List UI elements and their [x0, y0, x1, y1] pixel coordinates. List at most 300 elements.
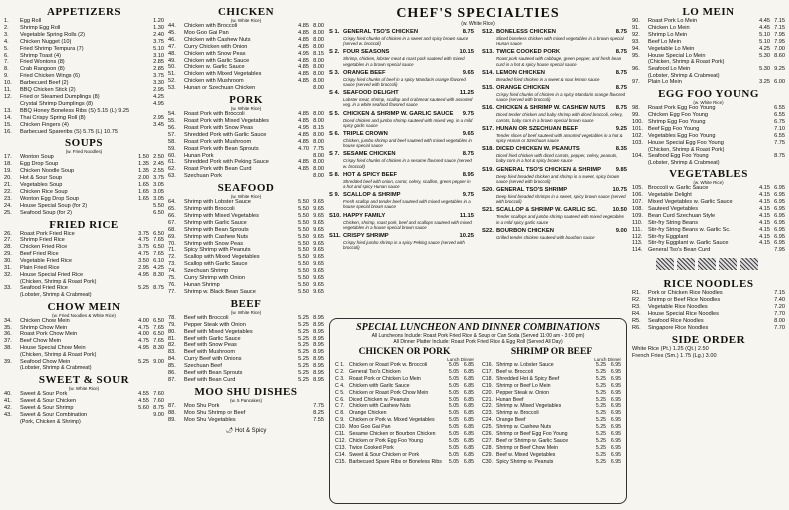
combo-number: C27. [482, 437, 493, 444]
chef-item-price: 10.25 [459, 233, 474, 240]
chef-item [329, 131, 474, 148]
chefs-specialties-title: CHEF'S SPECIALTIES [396, 6, 560, 21]
chef-item-number: S 8. [329, 171, 340, 178]
fried-rice-note1: (Chicken, Shrimp & Roast Pork) [20, 278, 97, 285]
item-price-qt: 6.50 [153, 209, 164, 216]
decorative-tiles [632, 257, 785, 275]
item-price: 7.15 [774, 290, 785, 297]
menu-item [632, 206, 785, 213]
item-price-qt: 8.75 [153, 404, 164, 411]
item-number: R3. [632, 304, 641, 311]
beef-section [168, 298, 324, 384]
menu-item [632, 297, 785, 304]
chef-item-price: 11.15 [459, 212, 474, 219]
item-name: Shrimp with Cashew Nuts [184, 233, 249, 240]
chow-mein-title: CHOW MEIN [47, 300, 121, 313]
chef-item [482, 228, 627, 240]
item-number: 89. [168, 416, 176, 423]
item-price: 8.00 [774, 317, 785, 324]
item-name: Chicken w. Garlic Sauce [184, 64, 245, 71]
chef-item-description: Fresh scallop and tender beef sauteed with mixed vegetables in a house special brown sauce [343, 199, 471, 210]
lo-mein-section [632, 6, 785, 86]
combo-number: C26. [482, 431, 493, 438]
combo-name: General Tso's Chicken [349, 368, 401, 375]
item-price-qt: 4.25 [153, 265, 164, 272]
item-price-pt: 3.25 [759, 79, 770, 86]
item-price-qt: 8.95 [313, 363, 324, 370]
item-number: 13. [4, 107, 12, 114]
item-price-pt [294, 173, 309, 180]
item-price-pt: 5.10 [759, 38, 770, 45]
chef-item [329, 233, 474, 250]
chef-item-number: S 3. [329, 69, 340, 76]
chef-item-head [482, 85, 627, 92]
menu-item [168, 315, 324, 322]
item-name: General Tso's Bean Curd [648, 247, 711, 254]
item-price-pt: 3.75 [138, 230, 149, 237]
combo-item [482, 459, 621, 466]
item-price-qt: 7.65 [153, 251, 164, 258]
menu-item [4, 331, 164, 338]
item-price-pt: 4.15 [759, 199, 770, 206]
item-price-qt: 8.95 [313, 356, 324, 363]
combo-dinner-price: 6.85 [463, 375, 474, 382]
item-number: 18. [4, 161, 12, 168]
item-number: 14. [4, 114, 12, 121]
chicken-list [168, 23, 324, 92]
combo-name: Twice Cooked Pork [349, 444, 394, 451]
combo-item [335, 459, 474, 466]
item-price-qt: 6.50 [153, 317, 164, 324]
menu-item [632, 153, 785, 160]
item-name: Shrimp w. Black Bean Sauce [184, 288, 256, 295]
item-name: Scallop with Garlic Sauce [184, 261, 248, 268]
item-price-pt: 2.00 [138, 175, 149, 182]
item-price-qt: 6.95 [774, 240, 785, 247]
item-price-qt: 9.00 [153, 411, 164, 418]
chef-item-description: Shrimp, chicken, lobster meat & roast pork sauteed with mixed vegetables in a brown special sauce [343, 56, 465, 67]
chef-item-number: S 2. [329, 49, 340, 56]
item-number: 7. [4, 59, 9, 66]
item-number: 79. [168, 321, 176, 328]
seafood-section [168, 182, 324, 296]
combo-dinner-price: 6.85 [463, 396, 474, 403]
combo-dinner-price: 6.95 [610, 431, 621, 438]
chef-item-head [329, 151, 474, 158]
item-name: Shrimp Egg Roll [20, 24, 61, 31]
combo-name: Sesame Chicken or Bourbon Chicken [349, 431, 436, 438]
side-order-title: SIDE ORDER [671, 333, 746, 346]
seafood-subtitle: (w. White Rice) [230, 194, 262, 200]
item-price: 6.55 [774, 132, 785, 139]
chef-item-head [482, 207, 627, 214]
item-price-pt: 5.50 [298, 254, 309, 261]
chef-item-number: S 5. [329, 110, 340, 117]
item-number: 72. [168, 254, 176, 261]
combo-dinner-price: 6.95 [610, 410, 621, 417]
combo-item [482, 417, 621, 424]
lo-mein-note1: (Chicken, Shrimp & Roast Pork) [648, 59, 725, 66]
combo-dinner-price: 6.85 [463, 444, 474, 451]
vegetables-title: VEGETABLES [669, 168, 748, 181]
item-price-qt: 7.75 [313, 145, 324, 152]
item-name: Szechuan Beef [184, 363, 222, 370]
chef-item [482, 105, 627, 122]
item-number: 107. [632, 199, 643, 206]
item-number: 49. [168, 57, 176, 64]
item-name: House Special Soup (for 2) [20, 202, 88, 209]
item-price-qt: 7.95 [774, 38, 785, 45]
menu-item [4, 231, 164, 238]
menu-item [632, 39, 785, 46]
combo-item [335, 369, 474, 376]
chef-item-number: S22. [482, 227, 494, 234]
item-name: Vegetable Spring Rolls (2) [20, 31, 85, 38]
menu-item [4, 94, 164, 101]
menu-item [632, 133, 785, 140]
menu-item [168, 64, 324, 71]
item-name: Beef with Garlic Sauce [184, 335, 241, 342]
item-name: Shrimp Chow Mein [20, 324, 68, 331]
item-price: 6.75 [774, 118, 785, 125]
chef-item-price: 11.25 [459, 90, 474, 97]
chefs-specialties-subtitle: (w. White Rice) [461, 21, 495, 27]
pattern-tile [719, 258, 737, 270]
combo-number: C28. [482, 444, 493, 451]
item-number: 23. [4, 195, 12, 202]
item-price-qt: 8.95 [313, 335, 324, 342]
combo-number: C14. [335, 451, 346, 458]
item-name: House Special Chow Mein [20, 345, 86, 352]
combo-lunch-price: 5.25 [595, 368, 606, 375]
item-price-pt: 4.15 [759, 240, 770, 247]
chef-item-head [329, 70, 474, 77]
menu-item [4, 32, 164, 39]
item-name: Shrimp Toast (4) [20, 52, 61, 59]
chef-item-head [329, 49, 474, 56]
chef-item-number: S13. [482, 49, 494, 56]
combo-number: C 5. [335, 389, 345, 396]
item-number: 76. [168, 282, 176, 288]
item-name: House Special Lo Mein [648, 52, 706, 59]
item-price-qt: 8.00 [313, 152, 324, 159]
item-name: Beef with Broccoli [184, 314, 229, 321]
item-name: Roast Pork with Mushroom [184, 138, 252, 145]
egg-foo-young-section [632, 88, 785, 166]
item-price-qt: 8.95 [313, 342, 324, 349]
item-price-qt: 9.65 [313, 282, 324, 288]
combo-item [482, 438, 621, 445]
moo-shu-list [168, 403, 324, 424]
item-name: Vegetable Fried Rice [20, 258, 72, 265]
menu-item [4, 39, 164, 46]
item-number: 101. [632, 125, 643, 132]
item-number: 97. [632, 79, 640, 86]
combo-name: Beef w. Broccoli [496, 368, 533, 375]
side-order-section [632, 334, 785, 360]
combo-dinner-price: 6.85 [463, 431, 474, 438]
item-number: 102. [632, 132, 643, 139]
combo-lunch-price: 5.25 [595, 389, 606, 396]
chef-item-head [482, 49, 627, 56]
menu-item [632, 318, 785, 325]
item-name: Fried or Steamed Dumplings (8) [20, 93, 100, 100]
chef-item-price: 9.65 [462, 69, 474, 76]
combo-name: Shrimp w. Mixed Vegetables [496, 403, 562, 410]
item-number: R6. [632, 324, 641, 331]
chef-item [482, 126, 627, 143]
combo-number: C22. [482, 403, 493, 410]
menu-item [4, 122, 164, 129]
item-number: 87. [168, 376, 176, 383]
item-number: 15. [4, 121, 12, 128]
item-name: Chicken with Snow Peas [184, 50, 246, 57]
item-number: 100. [632, 118, 643, 125]
menu-item [4, 398, 164, 405]
item-name: Roast Pork with Broccoli [184, 111, 245, 118]
chef-item-name: GENERAL TSO'S CHICKEN & SHRIMP [496, 166, 601, 173]
item-number: 3. [4, 31, 9, 38]
chicken-section [168, 6, 324, 92]
chef-item-head [329, 29, 474, 36]
combo-item [482, 445, 621, 452]
item-name: House Special Rice Noodles [648, 311, 719, 317]
item-price-qt: 6.95 [774, 226, 785, 233]
item-price-pt: 5.25 [298, 349, 309, 356]
combo-lunch-price: 5.05 [448, 458, 459, 465]
chef-item-description: Diced chicken and jumbo shrimp sauteed with mixed veg. in a mild spicy garlic sauce [343, 117, 473, 128]
item-name: Roast Pork Lo Mein [648, 18, 698, 24]
menu-item [632, 185, 785, 192]
chef-item-price: 8.75 [615, 105, 627, 112]
combo-item [482, 403, 621, 410]
item-number: 10. [4, 80, 12, 87]
item-price: 3.75 [153, 73, 164, 80]
item-price-pt: 1.65 [138, 195, 149, 202]
item-name: Chicken with Broccoli [184, 23, 238, 29]
item-number: 52. [168, 78, 176, 85]
chef-item-description: Deep fried breaded shrimps in a sweet, spicy brown sauce (served with broccoli) [496, 194, 626, 205]
item-name: Thai Crispy Spring Roll (8) [20, 114, 86, 121]
item-price-pt: 5.25 [298, 328, 309, 335]
combo-dinner-price: 6.85 [463, 437, 474, 444]
chef-right-list [482, 29, 627, 253]
item-name: Sweet & Sour Combination [20, 411, 88, 418]
chef-item-head [329, 131, 474, 138]
beef-list [168, 315, 324, 384]
menu-item [168, 23, 324, 30]
item-price-qt: 2.55 [153, 168, 164, 175]
item-name: Sweet & Sour Chicken [20, 397, 76, 404]
item-price-pt: 5.25 [298, 363, 309, 370]
lo-mein-note2: (Lobster, Shrimp & Crabmeat) [648, 72, 720, 79]
chef-item-head [482, 29, 627, 36]
chow-mein-note2: (Lobster, Shrimp & Crabmeat) [20, 365, 92, 372]
item-name: Chicken Lo Mein [648, 24, 690, 31]
menu-item [632, 220, 785, 227]
chef-item-price: 10.50 [612, 207, 627, 214]
combo-item [335, 452, 474, 459]
combo-number: C30. [482, 458, 493, 465]
combo-lunch-price: 5.05 [448, 362, 459, 368]
menu-item [4, 338, 164, 345]
chef-item-name: DICED CHICKEN W. PEANUTS [496, 146, 580, 153]
chef-item-number: S10. [329, 212, 341, 219]
item-name: Barbecued Beef (2) [20, 80, 69, 87]
item-price: 2.85 [153, 66, 164, 73]
item-number: 70. [168, 240, 176, 247]
menu-item [168, 329, 324, 336]
item-price-pt [294, 153, 309, 160]
item-name: Beef with Bean Sprouts [184, 370, 243, 377]
item-number: 80. [168, 328, 176, 335]
combo-number: C 9. [335, 417, 345, 424]
menu-item [4, 359, 164, 366]
pattern-tile [740, 258, 758, 270]
sweet-sour-note: (Pork, Chicken & Shrimp) [20, 418, 81, 425]
side-order-list [632, 346, 785, 360]
combo-item [482, 397, 621, 404]
vegetables-section [632, 168, 785, 254]
efy-note1: (Chicken, Shrimp & Roast Pork) [648, 146, 725, 153]
chef-item-name: ORANGE CHICKEN [496, 85, 550, 92]
combo-name: Orange Beef [496, 417, 526, 424]
combo-dinner-price: 6.95 [610, 451, 621, 458]
menu-item [632, 234, 785, 241]
sweet-sour-list [4, 391, 164, 419]
item-price-qt: 8.00 [313, 138, 324, 145]
menu-item [168, 363, 324, 370]
chef-item-price: 8.75 [615, 69, 627, 76]
item-name: Beef with Mushroom [184, 349, 235, 356]
rice-noodles-title: RICE NOODLES [663, 278, 754, 291]
combo-lunch-price: 5.25 [595, 437, 606, 444]
menu-item [632, 18, 785, 25]
item-number: 54. [168, 111, 176, 118]
item-number: 8. [4, 66, 9, 73]
menu-item [4, 73, 164, 80]
menu-item [168, 44, 324, 51]
item-name: Seafood Egg Foo Young [648, 152, 709, 159]
chef-item [329, 111, 474, 128]
menu-item [168, 322, 324, 329]
item-number: 43. [4, 411, 12, 418]
item-name: Shrimp Egg Foo Young [648, 118, 706, 125]
menu-item [168, 30, 324, 37]
hot-spicy-label: Hot & Spicy [234, 427, 267, 434]
item-price-qt: 3.05 [153, 188, 164, 195]
item-number: 32. [4, 272, 12, 278]
combo-dinner-price: 6.85 [463, 424, 474, 431]
item-number: 106. [632, 192, 643, 199]
item-price-qt: 8.00 [313, 131, 324, 138]
item-number: 67. [168, 219, 176, 226]
combo-dinner-price: 6.85 [463, 410, 474, 417]
item-price-qt: 9.00 [153, 358, 164, 365]
rice-noodles-list [632, 290, 785, 331]
combo-item [335, 438, 474, 445]
menu-item [168, 289, 324, 296]
combo-dinner-price: 6.95 [610, 403, 621, 410]
item-price-pt: 4.55 [138, 397, 149, 404]
item-number: 22. [4, 188, 12, 195]
combo-number: C24. [482, 417, 493, 424]
item-name: Moo Shu Shrimp or Beef [184, 409, 246, 416]
item-name: Shredded Pork with Garlic Sauce [184, 131, 267, 138]
menu-item [4, 25, 164, 32]
moo-shu-section [168, 386, 324, 434]
combo-number: C 4. [335, 382, 345, 389]
combo-lunch-price: 5.05 [448, 451, 459, 458]
item-price-pt: 4.85 [298, 117, 309, 124]
item-price: 2.85 [153, 59, 164, 66]
item-price-pt: 5.25 [298, 321, 309, 328]
item-number: 39. [4, 358, 12, 365]
item-price-qt: 9.65 [313, 226, 324, 233]
menu-item [4, 182, 164, 189]
item-number: 74. [168, 268, 176, 275]
item-number: 112. [632, 233, 643, 240]
item-price-pt: 4.15 [759, 192, 770, 199]
item-price: 7.20 [774, 304, 785, 311]
item-price-qt: 8.00 [313, 166, 324, 173]
item-price-qt: 6.00 [774, 79, 785, 86]
combo-item [482, 362, 621, 369]
menu-item [632, 304, 785, 311]
chef-item-name: HAPPY FAMILY [343, 212, 386, 219]
menu-item [4, 325, 164, 332]
chef-item-price: 9.00 [615, 227, 627, 234]
menu-item [168, 78, 324, 85]
chef-item [482, 85, 627, 102]
item-number: 11. [4, 87, 12, 94]
combo-number: C 8. [335, 410, 345, 417]
appetizers-title: APPETIZERS [46, 6, 122, 18]
combo-dinner-price: 6.85 [463, 417, 474, 424]
item-number: 31. [4, 265, 12, 272]
chef-item-description: Grilled tender chicken sauteed with bourbon sauce [496, 234, 595, 240]
item-price-pt: 4.45 [759, 18, 770, 24]
item-price-qt: 2.50 [153, 154, 164, 161]
moo-shu-title: MOO SHU DISHES [194, 385, 298, 398]
item-price: 4.25 [153, 93, 164, 100]
menu-item [168, 410, 324, 417]
chef-item-price: 9.85 [615, 166, 627, 173]
combo-name: Shrimp w. Lobster Sauce [496, 362, 554, 368]
item-name: Roast Pork Fried Rice [20, 230, 75, 237]
chef-item-head [329, 213, 474, 220]
item-price-qt: 7.60 [153, 397, 164, 404]
item-name: Beef with Snow Peas [184, 342, 237, 349]
menu-item [4, 108, 164, 115]
vegetables-subtitle: (w. White Rice) [693, 180, 724, 186]
beef-subtitle: (w. White Rice) [230, 309, 262, 315]
item-number: 25. [4, 209, 12, 216]
item-name: Curry Chicken with Onion [184, 43, 248, 50]
combo-name: Chicken or Pork w. Mixed Vegetables [349, 417, 435, 424]
chef-item-name: CHICKEN & SHRIMP W. CASHEW NUTS [496, 105, 606, 112]
combo-lunch-price: 5.05 [448, 403, 459, 410]
combo-item [335, 417, 474, 424]
item-price [149, 129, 164, 136]
item-number: 94. [632, 45, 640, 52]
item-price: 5.10 [153, 45, 164, 52]
combo-name: Shrimp or Beef Lo Mein [496, 382, 551, 389]
item-name: House Special Fried Rice [20, 272, 84, 278]
moo-shu-subtitle: (w. 5 Pancakes) [229, 397, 262, 403]
item-price-qt: 2.45 [153, 161, 164, 168]
chef-item-number: S18. [482, 146, 494, 153]
